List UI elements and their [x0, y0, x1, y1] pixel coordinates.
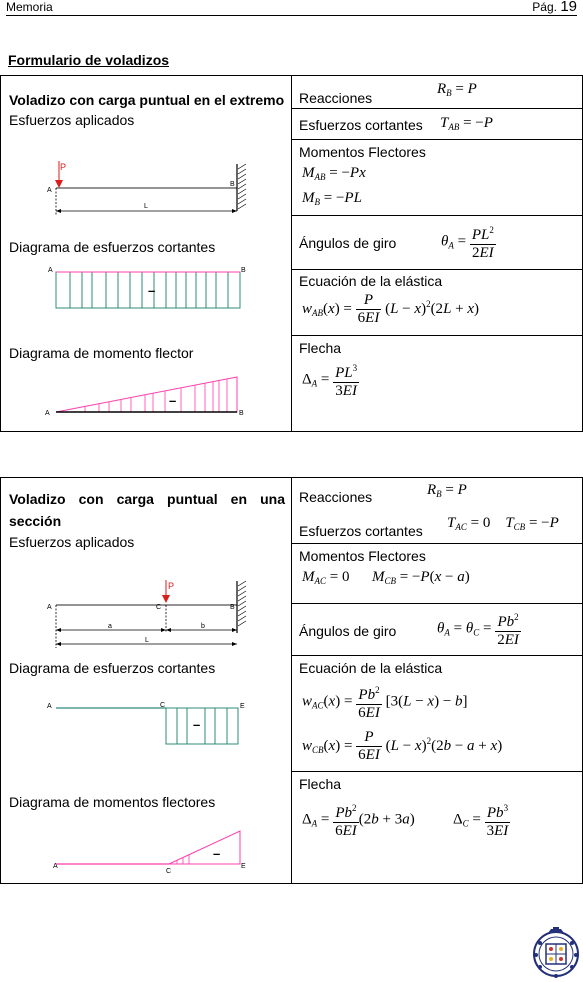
case1-moment-formula-ab: $M_{AB} = -Px$: [302, 165, 366, 182]
case1-moment-minus: –: [169, 393, 177, 408]
case2-moment-label-E: E: [241, 863, 246, 870]
case1-deflection-formula: $\Delta_A$ = $\frac{PL^3}{3EI}$: [302, 360, 359, 400]
case1-elastica-label: Ecuación de la elástica: [299, 273, 443, 289]
case2-elastic-formula-cb: $w_{CB}(x)$ = $\frac{P}{6EI}$ $(L - x)^2(2b - a + x)$: [302, 729, 503, 763]
case2-heading-line2: sección: [9, 513, 62, 529]
case2-reaction-formula: $R_B = P$: [427, 482, 467, 499]
header-page: [532, 0, 577, 15]
case1-reacciones-label: Reacciones: [299, 90, 373, 106]
case2-moment-label-A: A: [53, 863, 58, 870]
case1-momento-diagram-label: Diagrama de momento flector: [9, 345, 194, 361]
case2-label-P: P: [168, 581, 175, 591]
case2-shear-label-E: E: [240, 703, 245, 710]
case2-label-L: L: [145, 637, 149, 644]
header-left: Memoria: [6, 0, 53, 14]
case2-label-C: C: [156, 604, 162, 611]
section-title: Formulario de voladizos: [8, 52, 170, 68]
case2-shear-label-C: C: [160, 702, 166, 709]
case2-elastic-formula-ac: $w_{AC}(x)$ = $\frac{Pb^2}{6EI}$ [3(L − x) − b]: [302, 682, 468, 722]
case1-label-L: L: [144, 203, 148, 210]
case2-moment-formula: $M_{AC} = 0$ $M_{CB} = -P(x - a)$: [302, 569, 470, 586]
case1-shear-formula: $T_{AB} = -P$: [440, 115, 493, 132]
case1-shear-label-B: B: [241, 267, 246, 274]
case2-shear-formula: $T_{AC} = 0$ $T_{CB} = -P$: [447, 515, 559, 532]
case2-moment-minus: –: [213, 846, 221, 861]
case2-shear-minus: –: [193, 717, 201, 732]
case1-label-A: A: [47, 187, 52, 194]
case2-cortantes-diagram-label: Diagrama de esfuerzos cortantes: [9, 660, 216, 676]
case1-cortantes-label: Esfuerzos cortantes: [299, 117, 423, 133]
case2-flecha-label: Flecha: [299, 776, 342, 792]
case1-moment-diagram: [41, 371, 256, 421]
case1-moment-label-B: B: [239, 410, 244, 417]
case2-deflection-formula-c: $\Delta_C$ = $\frac{Pb^3}{3EI}$: [453, 800, 510, 840]
case2-label-b: b: [201, 623, 205, 630]
case2-esfuerzos-label: Esfuerzos aplicados: [9, 534, 135, 550]
case2-angle-formula: $\theta_A = \theta_C$ = $\frac{Pb^2}{2EI}$: [437, 609, 521, 649]
case2-angulos-label: Ángulos de giro: [299, 623, 397, 639]
case1-angulos-label: Ángulos de giro: [299, 235, 397, 251]
case2-label-B: B: [230, 604, 235, 611]
case2-shear-label-A: A: [47, 703, 52, 710]
case1-elastic-formula: $w_{AB}(x)$ = $\frac{P}{6EI}$ $(L - x)^2(2L + x)$: [302, 292, 480, 326]
case1-reaction-formula: $R_B = P$: [437, 81, 477, 98]
case1-moment-formula-b: $M_B = -PL$: [302, 190, 362, 207]
case2-heading-line1: Voladizo con carga puntual en una: [9, 491, 285, 507]
table-case2: [0, 477, 583, 884]
case2-elastica-label: Ecuación de la elástica: [299, 660, 443, 676]
case2-moment-diagram: [41, 823, 256, 878]
case1-flecha-label: Flecha: [299, 340, 342, 356]
case2-label-A: A: [47, 604, 52, 611]
case1-angle-formula: $\theta_A$ = $\frac{PL^2}{2EI}$: [441, 222, 496, 262]
case1-shear-minus: –: [148, 283, 156, 298]
case2-cortantes-label: Esfuerzos cortantes: [299, 523, 423, 539]
page-prefix: Pág.: [532, 0, 557, 14]
case2-deflection-formula-a: $\Delta_A$ = $\frac{Pb^2}{6EI}$ (2b + 3a): [302, 800, 415, 840]
case2-label-a: a: [108, 623, 112, 630]
case1-label-P: P: [60, 162, 67, 172]
university-seal-logo: [531, 925, 581, 979]
case1-moment-label-A: A: [45, 410, 50, 417]
case2-momento-diagram-label: Diagrama de momentos flectores: [9, 794, 216, 810]
case2-moment-label-C: C: [166, 868, 172, 875]
case2-beam-figure: [41, 578, 256, 653]
case1-momentos-label: Momentos Flectores: [299, 144, 426, 160]
case1-shear-label-A: A: [48, 267, 53, 274]
case1-label-B: B: [230, 181, 235, 188]
case1-beam-figure: [41, 161, 256, 221]
case1-heading: Voladizo con carga puntual en el extremo: [9, 92, 285, 108]
case2-shear-diagram: [41, 698, 256, 753]
case1-esfuerzos-label: Esfuerzos aplicados: [9, 112, 135, 128]
case1-cortantes-diagram-label: Diagrama de esfuerzos cortantes: [9, 239, 216, 255]
page-number: 19: [560, 0, 577, 15]
page-header: [6, 0, 577, 16]
case2-reacciones-label: Reacciones: [299, 489, 373, 505]
case1-shear-diagram: [46, 266, 256, 316]
table-case1: [0, 75, 583, 432]
case2-momentos-label: Momentos Flectores: [299, 548, 426, 564]
